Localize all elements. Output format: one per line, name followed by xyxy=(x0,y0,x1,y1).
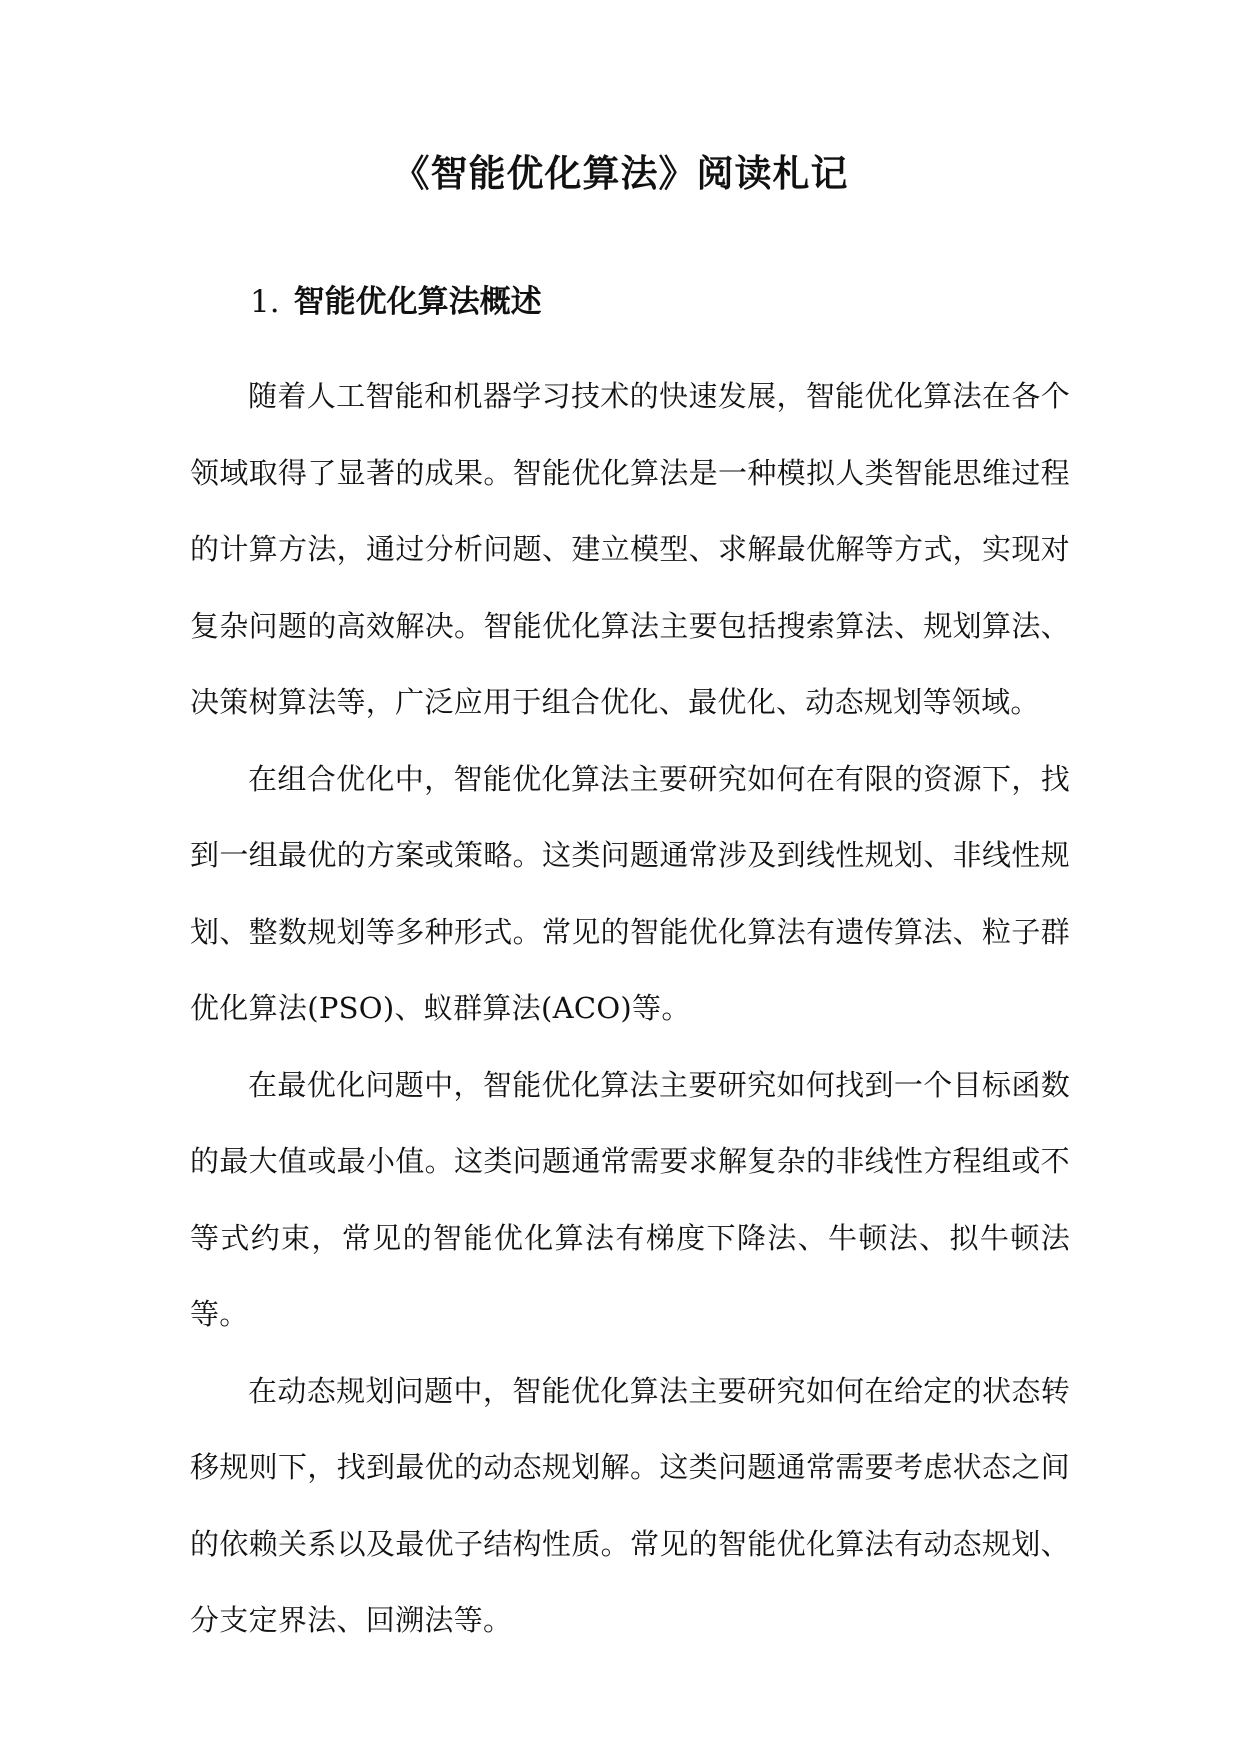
paragraph-optimization-problems: 在最优化问题中，智能优化算法主要研究如何找到一个目标函数的最大值或最小值。这类问题通常需要求解复杂的非线性方程组或不等式约束，常见的智能优化算法有梯度下降法、牛顿法、拟牛顿法等。 xyxy=(190,1067,1070,1331)
section-number: 1. xyxy=(250,284,280,320)
section-heading xyxy=(250,278,542,326)
paragraph-overview: 随着人工智能和机器学习技术的快速发展，智能优化算法在各个领域取得了显著的成果。智能优化算法是一种模拟人类智能思维过程的计算方法，通过分析问题、建立模型、求解最优解等方式，实现对复杂问题的高效解决。智能优化算法主要包括搜索算法、规划算法、决策树算法等，广泛应用于组合优化、最优化、动态规划等领域。 xyxy=(190,379,1070,719)
paragraph-dynamic-programming: 在动态规划问题中，智能优化算法主要研究如何在给定的状态转移规则下，找到最优的动态规划解。这类问题通常需要考虑状态之间的依赖关系以及最优子结构性质。常见的智能优化算法有动态规划、分支定界法、回溯法等。 xyxy=(190,1373,1070,1637)
section-heading-text: 智能优化算法概述 xyxy=(293,284,542,320)
body-text xyxy=(190,358,1070,1659)
document-title: 《智能优化算法》阅读札记 xyxy=(392,152,849,195)
paragraph-combinatorial-optimization: 在组合优化中，智能优化算法主要研究如何在有限的资源下，找到一组最优的方案或策略。这类问题通常涉及到线性规划、非线性规划、整数规划等多种形式。常见的智能优化算法有遗传算法、粒子群优化算法(PSO)、蚁群算法(ACO)等。 xyxy=(190,761,1070,1025)
